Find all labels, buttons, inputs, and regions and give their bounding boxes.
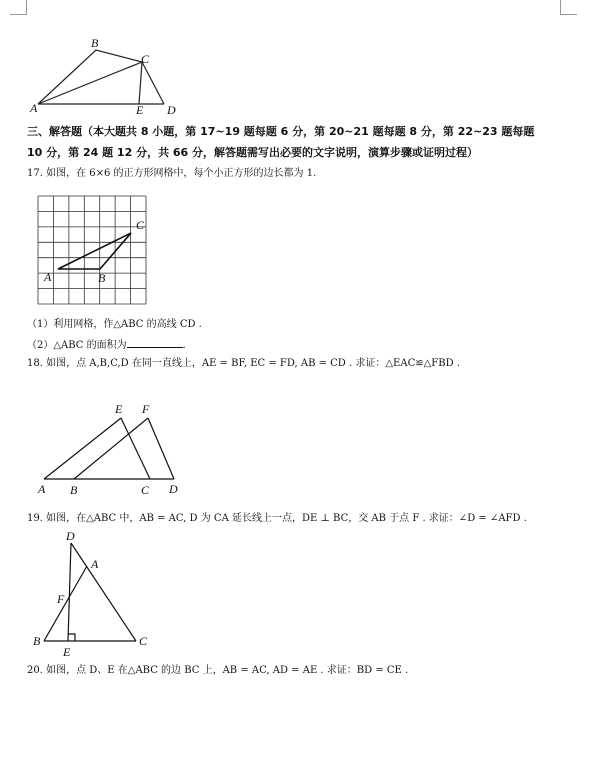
q17-stem: 17. 如图，在 6×6 的正方形网格中，每个小正方形的边长都为 1. (27, 168, 317, 179)
section-header-line2: 10 分，第 24 题 12 分，共 66 分，解答题需写出必要的文字说明，演算步骤或证明过程） (27, 146, 479, 159)
q19-label-b: B (33, 634, 41, 648)
fig-top-label-e: E (136, 103, 144, 117)
q19-label-d: D (66, 529, 75, 543)
q18-label-c: C (141, 483, 150, 497)
q19-label-f: F (57, 592, 65, 606)
q17-label-b: B (98, 271, 106, 285)
q17-part1: （1）利用网格，作△ABC 的高线 CD . (27, 319, 202, 330)
q17-label-c: C (136, 218, 145, 232)
q19-label-a: A (91, 557, 99, 571)
q19-label-e: E (63, 645, 71, 659)
fig-top-label-c: C (141, 52, 150, 66)
fig-top-label-d: D (167, 103, 176, 117)
q18-label-e: E (115, 402, 123, 416)
q19-stem: 19. 如图，在△ABC 中，AB = AC, D 为 CA 延长线上一点，DE ⊥ BC，交 AB 于点 F . 求证：∠D = ∠AFD . (27, 513, 527, 524)
fig-top-label-a: A (30, 101, 38, 115)
q18-label-f: F (142, 402, 150, 416)
section-header-line1: 三、解答题（本大题共 8 小题，第 17~19 题每题 6 分，第 20~21 题每题 8 分，第 22~23 题每题 (27, 125, 535, 138)
q18-stem: 18. 如图，点 A,B,C,D 在同一直线上，AE = BF, EC = FD, AB = CD . 求证：△EAC≌△FBD . (27, 358, 460, 369)
q18-label-a: A (38, 482, 46, 496)
q20-stem: 20. 如图，点 D、E 在△ABC 的边 BC 上，AB = AC, AD = AE . 求证：BD = CE . (27, 665, 409, 676)
q17-part2-text: （2）△ABC 的面积为 (27, 340, 127, 351)
q17-part2-end: . (182, 340, 186, 351)
q19-label-c: C (139, 634, 148, 648)
q18-label-b: B (70, 483, 78, 497)
fig-top-label-b: B (91, 36, 99, 50)
q17-label-a: A (44, 270, 52, 284)
corner-mark-top-right (560, 0, 577, 15)
q19-figure (0, 0, 200, 680)
q18-label-d: D (169, 482, 178, 496)
